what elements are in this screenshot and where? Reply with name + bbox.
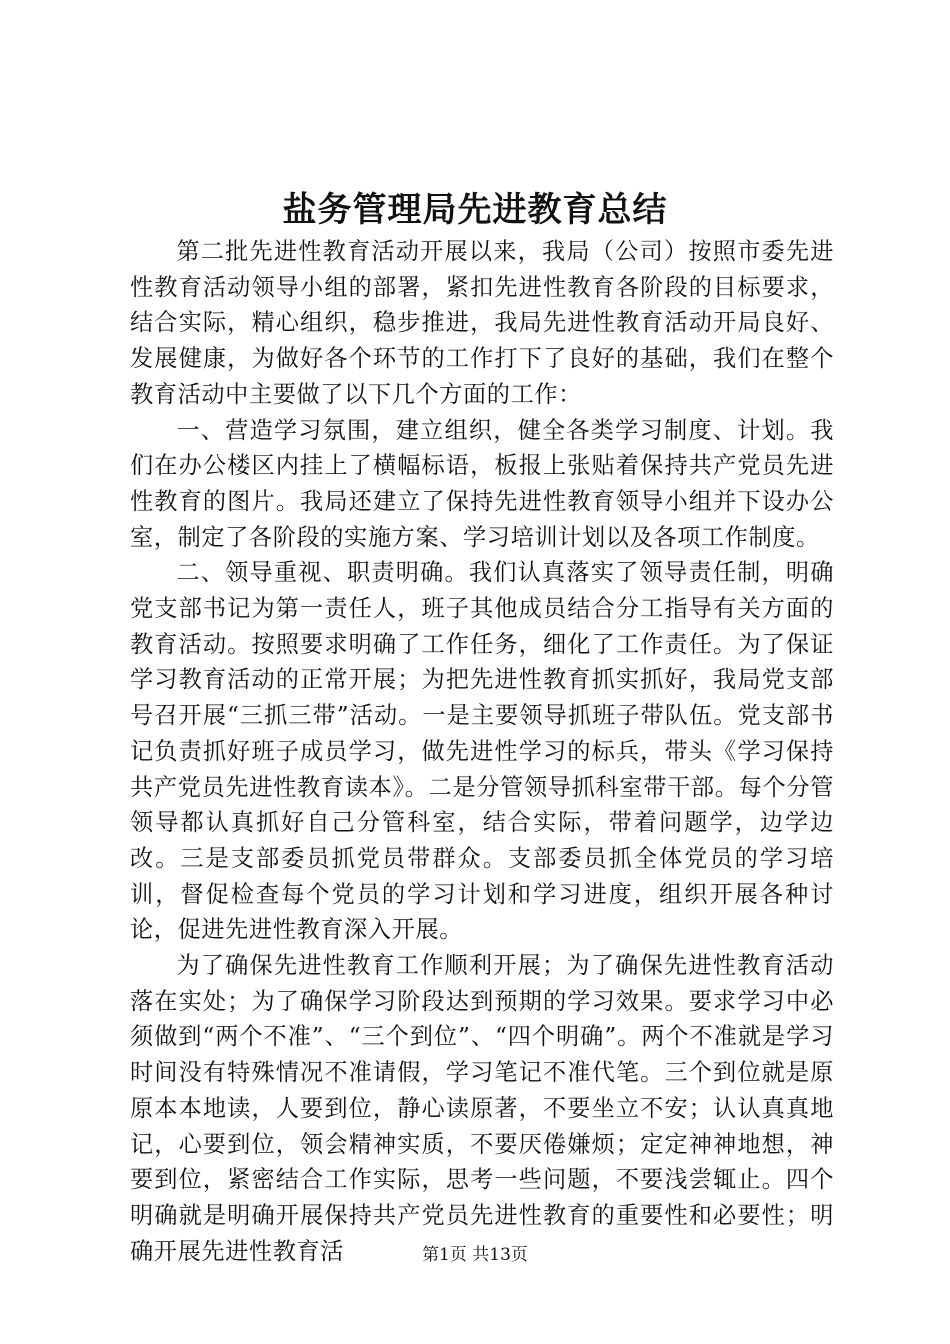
paragraph-section-1: 一、营造学习氛围，建立组织，健全各类学习制度、计划。我们在办公楼区内挂上了横幅标语，板报上张贴着保持共产党员先进性教育的图片。我局还建立了保持先进性教育领导小组并下设办公室，制定了各阶段的实施方案、学习培训计划以及各项工作制度。	[130, 416, 834, 551]
document-body	[130, 234, 834, 1269]
document-title: 盐务管理局先进教育总结	[282, 190, 668, 230]
paragraph-section-2: 二、领导重视、职责明确。我们认真落实了领导责任制，明确党支部书记为第一责任人，班子其他成员结合分工指导有关方面的教育活动。按照要求明确了工作任务，细化了工作责任。为了保证学习教育活动的正常开展；为把先进性教育抓实抓好，我局党支部号召开展“三抓三带”活动。一是主要领导抓班子带队伍。党支部书记负责抓好班子成员学习，做先进性学习的标兵，带头《学习保持共产党员先进性教育读本》。二是分管领导抓科室带干部。每个分管领导都认真抓好自己分管科室，结合实际，带着问题学，边学边改。三是支部委员抓党员带群众。支部委员抓全体党员的学习培训，督促检查每个党员的学习计划和学习进度，组织开展各种讨论，促进先进性教育深入开展。	[130, 559, 834, 944]
paragraph-section-3: 为了确保先进性教育工作顺利开展；为了确保先进性教育活动落在实处；为了确保学习阶段达到预期的学习效果。要求学习中必须做到“两个不准”、“三个到位”、“四个明确”。两个不准就是学习时间没有特殊情况不准请假，学习笔记不准代笔。三个到位就是原原本本地读，人要到位，静心读原著，不要坐立不安；认认真真地记，心要到位，领会精神实质，不要厌倦嫌烦；定定神神地想，神要到位，紧密结合工作实际，思考一些问题，不要浅尝辄止。四个明确就是明确开展保持共产党员先进性教育的重要性和必要性；明确开展先进性教育活	[130, 952, 834, 1265]
page-number-footer: 第1页 共13页	[422, 1245, 528, 1265]
paragraph-intro: 第二批先进性教育活动开展以来，我局（公司）按照市委先进性教育活动领导小组的部署，紧扣先进性教育各阶段的目标要求，结合实际，精心组织，稳步推进，我局先进性教育活动开局良好、发展健康，为做好各个环节的工作打下了良好的基础，我们在整个教育活动中主要做了以下几个方面的工作：	[130, 238, 834, 408]
